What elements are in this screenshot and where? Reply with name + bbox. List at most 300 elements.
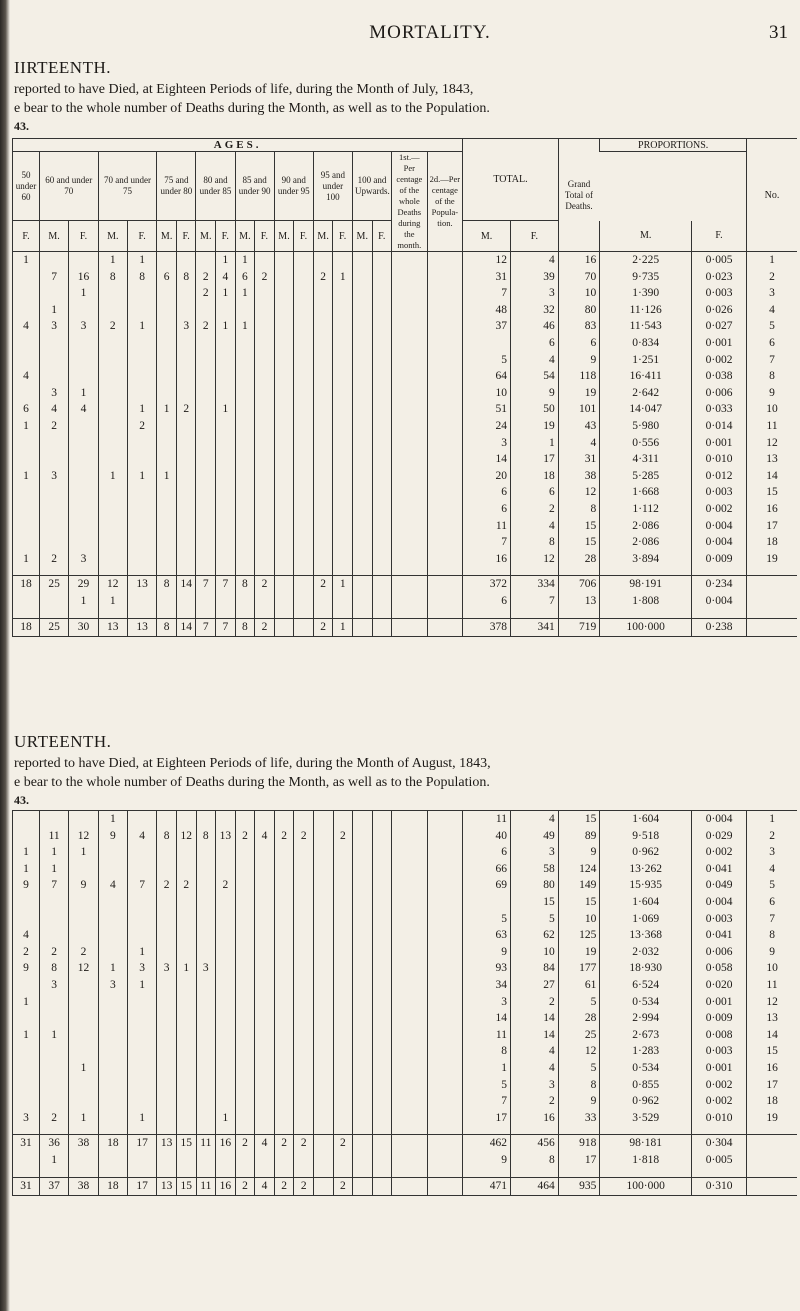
table-cell bbox=[235, 401, 255, 418]
table-cell bbox=[274, 1152, 294, 1169]
table-cell bbox=[372, 368, 392, 385]
table-cell: 0·004 bbox=[692, 894, 747, 911]
table-cell: 30 bbox=[69, 619, 98, 637]
table-cell: 0·855 bbox=[600, 1077, 692, 1094]
spacer-cell bbox=[372, 1169, 392, 1178]
table-cell bbox=[313, 811, 333, 828]
table-cell bbox=[235, 335, 255, 352]
spacer-cell bbox=[353, 1169, 373, 1178]
table-row bbox=[13, 1060, 798, 1077]
table-cell bbox=[353, 1060, 373, 1077]
table-cell: 8 bbox=[558, 501, 600, 518]
table-cell bbox=[216, 1060, 236, 1077]
table-cell bbox=[157, 368, 177, 385]
table-cell bbox=[372, 352, 392, 369]
table-cell: 0·049 bbox=[692, 877, 747, 894]
table-cell bbox=[157, 811, 177, 828]
spacer-cell bbox=[69, 1169, 98, 1178]
table-cell bbox=[274, 1093, 294, 1110]
table-cell: 40 bbox=[463, 828, 511, 845]
sex-col-f: F. bbox=[176, 221, 196, 252]
table-cell: 2 bbox=[313, 269, 333, 286]
table-cell bbox=[39, 994, 68, 1011]
table-row bbox=[13, 877, 798, 894]
table-cell bbox=[333, 451, 353, 468]
table-cell bbox=[157, 302, 177, 319]
spacer-cell bbox=[558, 1126, 600, 1135]
table-cell bbox=[176, 844, 196, 861]
table-cell: 0·005 bbox=[692, 1152, 747, 1169]
table-cell bbox=[235, 501, 255, 518]
table-cell: 1 bbox=[510, 435, 558, 452]
table-cell bbox=[352, 285, 372, 302]
table-cell: 11 bbox=[463, 1027, 511, 1044]
table-cell bbox=[176, 977, 196, 994]
spacer-cell bbox=[747, 567, 797, 576]
table-cell: 1 bbox=[235, 318, 255, 335]
table-cell bbox=[392, 811, 427, 828]
table-row bbox=[13, 352, 798, 369]
table-cell bbox=[294, 1110, 314, 1127]
table-cell bbox=[13, 977, 40, 994]
table-cell bbox=[294, 960, 314, 977]
table-cell bbox=[13, 302, 40, 319]
table-cell bbox=[313, 1152, 333, 1169]
table-cell: 2 bbox=[196, 318, 216, 335]
table-cell: 0·006 bbox=[692, 385, 747, 402]
table-row bbox=[13, 994, 798, 1011]
table-cell: 2 bbox=[127, 418, 156, 435]
table-cell bbox=[235, 1093, 255, 1110]
table-cell: 0·238 bbox=[692, 619, 747, 637]
table-cell bbox=[13, 518, 40, 535]
table-cell: 31 bbox=[463, 269, 511, 286]
table-cell bbox=[39, 352, 68, 369]
table-cell bbox=[196, 911, 216, 928]
table-cell: 1 bbox=[333, 576, 353, 594]
table-cell: 6 bbox=[747, 335, 797, 352]
table-cell bbox=[427, 1178, 462, 1196]
table-cell bbox=[313, 285, 333, 302]
table-cell bbox=[313, 911, 333, 928]
age-group-80-85: 80 and under 85 bbox=[196, 152, 235, 221]
table-cell bbox=[333, 944, 353, 961]
table-cell: 1 bbox=[13, 861, 40, 878]
table-row bbox=[13, 944, 798, 961]
sex-col-m: M. bbox=[196, 221, 216, 252]
spacer-cell bbox=[600, 610, 692, 619]
table-cell bbox=[352, 302, 372, 319]
table-cell bbox=[255, 1010, 275, 1027]
table-cell bbox=[313, 944, 333, 961]
spacer-cell bbox=[216, 610, 236, 619]
table-cell: 2 bbox=[294, 1178, 314, 1196]
table-cell bbox=[372, 401, 392, 418]
table-cell bbox=[196, 1077, 216, 1094]
table-cell: 1 bbox=[69, 385, 98, 402]
table-cell bbox=[69, 861, 98, 878]
table-cell: 0·014 bbox=[692, 418, 747, 435]
table-cell: 8 bbox=[747, 368, 797, 385]
table-cell bbox=[274, 911, 294, 928]
table-cell bbox=[157, 352, 177, 369]
table-cell: 1·069 bbox=[600, 911, 692, 928]
table-cell bbox=[313, 828, 333, 845]
proportion-1st-heading: 1st.—Per centage of the whole Deaths during the month. bbox=[392, 152, 427, 252]
page-number: 31 bbox=[769, 22, 788, 43]
spacer-cell bbox=[128, 1126, 157, 1135]
table-cell: 33 bbox=[558, 1110, 600, 1127]
table-cell bbox=[176, 911, 196, 928]
table-cell: 7 bbox=[196, 619, 216, 637]
table-cell bbox=[294, 468, 314, 485]
table-cell bbox=[98, 418, 127, 435]
table-cell: 31 bbox=[558, 451, 600, 468]
table-cell bbox=[427, 1010, 462, 1027]
table-cell bbox=[98, 944, 127, 961]
table-cell: 14 bbox=[510, 1010, 558, 1027]
table-cell bbox=[333, 1010, 353, 1027]
table-cell: 13·368 bbox=[600, 927, 692, 944]
table-cell bbox=[39, 534, 68, 551]
table-cell: 1 bbox=[13, 551, 40, 568]
table-row bbox=[13, 252, 798, 269]
table-cell bbox=[176, 927, 196, 944]
table-cell: 0·009 bbox=[692, 1010, 747, 1027]
table-cell bbox=[13, 1043, 40, 1060]
spacer-cell bbox=[372, 610, 392, 619]
table-cell bbox=[333, 318, 353, 335]
table-cell bbox=[196, 385, 216, 402]
table-cell bbox=[392, 484, 427, 501]
table-cell bbox=[255, 368, 275, 385]
table-cell bbox=[372, 944, 392, 961]
table-row bbox=[13, 484, 798, 501]
table-cell bbox=[255, 811, 275, 828]
table-cell bbox=[255, 911, 275, 928]
table-cell bbox=[13, 484, 40, 501]
table-cell bbox=[333, 894, 353, 911]
table-cell bbox=[13, 435, 40, 452]
table-cell bbox=[427, 318, 463, 335]
table-cell bbox=[294, 1010, 314, 1027]
table-cell bbox=[352, 576, 372, 594]
table-cell bbox=[427, 335, 463, 352]
age-group-75-80: 75 and under 80 bbox=[157, 152, 196, 221]
table-cell bbox=[196, 518, 216, 535]
table-cell bbox=[13, 1152, 40, 1169]
table-cell bbox=[372, 1152, 392, 1169]
table-cell bbox=[427, 994, 462, 1011]
table-cell bbox=[235, 1060, 255, 1077]
table-cell bbox=[313, 252, 333, 269]
table-cell bbox=[427, 1152, 462, 1169]
table-cell: 2 bbox=[39, 551, 68, 568]
table-cell: 62 bbox=[510, 927, 558, 944]
table-cell bbox=[463, 335, 511, 352]
spacer-cell bbox=[294, 567, 314, 576]
table-cell: 9 bbox=[463, 944, 511, 961]
table-cell bbox=[255, 1060, 275, 1077]
table-cell bbox=[294, 1152, 314, 1169]
table-cell: 37 bbox=[39, 1178, 68, 1196]
table-cell: 0·038 bbox=[692, 368, 747, 385]
table-cell: 1 bbox=[128, 1110, 157, 1127]
table-cell: 13 bbox=[98, 619, 127, 637]
table-cell bbox=[274, 468, 294, 485]
spacer-cell bbox=[313, 567, 333, 576]
table-cell: 1 bbox=[216, 252, 236, 269]
table-cell bbox=[216, 302, 236, 319]
table-cell: 1 bbox=[39, 844, 68, 861]
table-cell bbox=[392, 828, 427, 845]
table-cell bbox=[255, 994, 275, 1011]
table-cell bbox=[372, 861, 392, 878]
table-cell bbox=[427, 368, 463, 385]
spacer-cell bbox=[235, 610, 255, 619]
table-cell bbox=[313, 518, 333, 535]
table-row bbox=[13, 811, 798, 828]
table-cell bbox=[427, 302, 463, 319]
table-cell: 18 bbox=[13, 576, 40, 594]
table-cell: 18 bbox=[98, 1178, 127, 1196]
section-title-july: IIRTEENTH. bbox=[14, 58, 111, 77]
table-cell bbox=[294, 811, 314, 828]
table-cell bbox=[128, 844, 157, 861]
table-cell: 2·225 bbox=[600, 252, 692, 269]
table-cell bbox=[333, 418, 353, 435]
table-cell: 1 bbox=[39, 1027, 68, 1044]
table-cell bbox=[294, 252, 314, 269]
table-cell bbox=[39, 911, 68, 928]
table-cell bbox=[69, 368, 98, 385]
table-cell bbox=[176, 385, 196, 402]
table-cell: 19 bbox=[747, 551, 797, 568]
table-cell bbox=[294, 1077, 314, 1094]
table-cell: 14 bbox=[747, 1027, 797, 1044]
table-cell bbox=[294, 944, 314, 961]
table-cell: 17 bbox=[558, 1152, 600, 1169]
table-cell bbox=[157, 894, 177, 911]
table-cell bbox=[39, 501, 68, 518]
table-cell: 9·518 bbox=[600, 828, 692, 845]
sex-col-m: M. bbox=[274, 221, 294, 252]
table-cell: 0·001 bbox=[692, 435, 747, 452]
table-cell: 38 bbox=[69, 1178, 98, 1196]
table-cell bbox=[427, 861, 462, 878]
spacer-cell bbox=[98, 567, 127, 576]
table-cell bbox=[372, 844, 392, 861]
table-cell bbox=[372, 551, 392, 568]
table-cell: 24 bbox=[463, 418, 511, 435]
table-cell bbox=[392, 302, 427, 319]
spacer-cell bbox=[294, 610, 314, 619]
table-cell bbox=[274, 302, 294, 319]
table-cell bbox=[427, 944, 462, 961]
table-cell: 84 bbox=[510, 960, 558, 977]
table-cell: 918 bbox=[558, 1135, 600, 1153]
table-row bbox=[13, 551, 798, 568]
table-cell bbox=[176, 1010, 196, 1027]
table-cell: 8 bbox=[127, 269, 156, 286]
table-cell: 2 bbox=[313, 619, 333, 637]
table-cell: 3 bbox=[510, 844, 558, 861]
table-cell bbox=[255, 418, 275, 435]
table-cell: 2·673 bbox=[600, 1027, 692, 1044]
proportions-heading: PROPORTIONS. bbox=[600, 139, 747, 152]
table-cell bbox=[216, 352, 236, 369]
table-cell: 11 bbox=[747, 418, 797, 435]
table-cell bbox=[392, 1043, 427, 1060]
table-cell bbox=[196, 1043, 216, 1060]
table-cell bbox=[176, 518, 196, 535]
table-cell: 9·735 bbox=[600, 269, 692, 286]
table-cell bbox=[313, 435, 333, 452]
table-cell: 1 bbox=[39, 1152, 68, 1169]
table-cell: 3 bbox=[196, 960, 216, 977]
table-cell bbox=[98, 1043, 127, 1060]
table-cell: 93 bbox=[463, 960, 511, 977]
table-cell bbox=[372, 1027, 392, 1044]
table-cell bbox=[69, 1152, 98, 1169]
table-cell: 4 bbox=[216, 269, 236, 286]
table-cell bbox=[427, 894, 462, 911]
table-cell bbox=[255, 1027, 275, 1044]
spacer-cell bbox=[353, 1126, 373, 1135]
table-cell: 14 bbox=[510, 1027, 558, 1044]
table-cell bbox=[353, 1152, 373, 1169]
spacer-cell bbox=[463, 610, 511, 619]
table-cell: 2 bbox=[747, 828, 797, 845]
spacer-cell bbox=[747, 610, 797, 619]
table-cell bbox=[392, 977, 427, 994]
table-cell: 462 bbox=[463, 1135, 511, 1153]
sex-col-f: F. bbox=[127, 221, 156, 252]
table-cell bbox=[235, 302, 255, 319]
table-cell bbox=[157, 977, 177, 994]
table-cell bbox=[274, 484, 294, 501]
table-cell bbox=[255, 593, 275, 610]
grand-total-heading: Grand Total of Deaths. bbox=[558, 139, 600, 252]
table-cell bbox=[352, 269, 372, 286]
table-cell: 125 bbox=[558, 927, 600, 944]
table-cell bbox=[98, 911, 127, 928]
table-cell bbox=[255, 335, 275, 352]
table-cell bbox=[69, 1027, 98, 1044]
table-cell: 64 bbox=[463, 368, 511, 385]
table-cell bbox=[127, 285, 156, 302]
table-cell: 8 bbox=[39, 960, 68, 977]
table-cell: 1 bbox=[216, 285, 236, 302]
table-cell bbox=[372, 1178, 392, 1196]
table-cell: 0·003 bbox=[692, 285, 747, 302]
row-number-heading: No. bbox=[747, 139, 797, 252]
table-cell bbox=[313, 1043, 333, 1060]
table-cell: 935 bbox=[558, 1178, 600, 1196]
spacer-cell bbox=[427, 1126, 462, 1135]
table-cell: 18 bbox=[510, 468, 558, 485]
table-cell: 2 bbox=[333, 828, 353, 845]
spacer-cell bbox=[196, 1126, 216, 1135]
spacer-cell bbox=[372, 1126, 392, 1135]
table-cell bbox=[255, 960, 275, 977]
table-cell: 1 bbox=[13, 1027, 40, 1044]
table-cell: 0·002 bbox=[692, 501, 747, 518]
sex-col-m: M. bbox=[235, 221, 255, 252]
table-cell bbox=[98, 335, 127, 352]
table-cell bbox=[274, 435, 294, 452]
table-cell: 2·086 bbox=[600, 518, 692, 535]
table-cell: 3 bbox=[69, 318, 98, 335]
table-row bbox=[13, 518, 798, 535]
table-cell bbox=[313, 877, 333, 894]
table-cell bbox=[176, 1110, 196, 1127]
table-cell bbox=[176, 285, 196, 302]
table-cell bbox=[274, 385, 294, 402]
spacer-cell bbox=[274, 567, 294, 576]
table-cell: 8 bbox=[157, 619, 177, 637]
table-cell: 1·604 bbox=[600, 811, 692, 828]
table-cell: 7 bbox=[128, 877, 157, 894]
table-cell bbox=[294, 994, 314, 1011]
spacer-cell bbox=[176, 610, 196, 619]
table-cell: 89 bbox=[558, 828, 600, 845]
table-cell: 13 bbox=[157, 1178, 177, 1196]
table-body-august bbox=[13, 811, 798, 1196]
table-cell bbox=[128, 927, 157, 944]
table-cell: 12 bbox=[510, 551, 558, 568]
table-cell bbox=[196, 418, 216, 435]
table-cell bbox=[13, 828, 40, 845]
table-cell: 0·020 bbox=[692, 977, 747, 994]
table-cell: 1 bbox=[463, 1060, 511, 1077]
table-cell bbox=[333, 518, 353, 535]
table-cell bbox=[392, 844, 427, 861]
table-cell bbox=[13, 335, 40, 352]
table-cell: 17 bbox=[128, 1135, 157, 1153]
table-cell bbox=[392, 1060, 427, 1077]
table-cell bbox=[392, 861, 427, 878]
table-cell bbox=[372, 877, 392, 894]
table-row bbox=[13, 828, 798, 845]
table-cell bbox=[255, 352, 275, 369]
table-cell bbox=[352, 318, 372, 335]
table-cell bbox=[313, 418, 333, 435]
table-cell bbox=[157, 318, 177, 335]
table-cell bbox=[235, 844, 255, 861]
table-cell bbox=[39, 1077, 68, 1094]
table-cell bbox=[372, 1043, 392, 1060]
table-cell bbox=[39, 435, 68, 452]
spacer-row bbox=[13, 1169, 798, 1178]
table-cell bbox=[313, 484, 333, 501]
table-cell bbox=[69, 1093, 98, 1110]
table-cell bbox=[274, 368, 294, 385]
table-row bbox=[13, 534, 798, 551]
table-cell: 1·808 bbox=[600, 593, 692, 610]
table-cell bbox=[427, 534, 463, 551]
table-cell: 3 bbox=[39, 318, 68, 335]
table-cell bbox=[372, 894, 392, 911]
table-cell bbox=[13, 501, 40, 518]
table-cell bbox=[333, 861, 353, 878]
table-cell: 2 bbox=[294, 828, 314, 845]
table-cell: 16 bbox=[510, 1110, 558, 1127]
table-cell: 4 bbox=[13, 368, 40, 385]
table-cell bbox=[98, 927, 127, 944]
table-cell bbox=[294, 352, 314, 369]
table-cell bbox=[353, 894, 373, 911]
